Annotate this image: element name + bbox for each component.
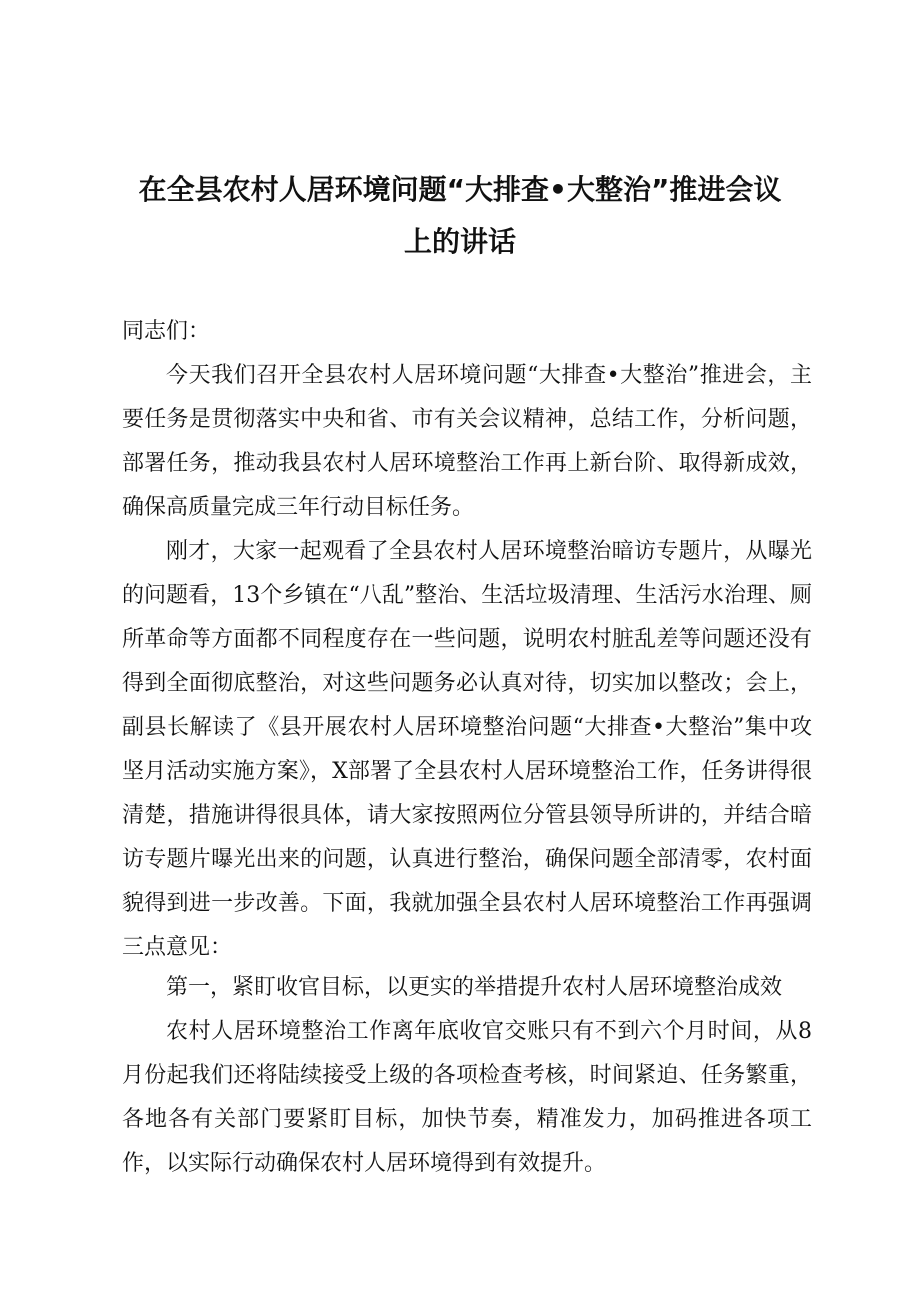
salutation: 同志们： [122,319,211,344]
paragraph-1: 今天我们召开全县农村人居环境问题“大排查•大整治”推进会，主要任务是贯彻落实中央和省、市有关会议精神，总结工作，分析问题，部署任务，推动我县农村人居环境整治工作再上新台阶、取得新成效，确保高质量完成三年行动目标任务。 [122,363,812,520]
document-title-line-1: 在全县农村人居环境问题“大排查•大整治”推进会议 [138,173,782,206]
paragraph-2: 刚才，大家一起观看了全县农村人居环境整治暗访专题片，从曝光的问题看，13个乡镇在“八乱”整治、生活垃圾清理、生活污水治理、厕所革命等方面都不同程度存在一些问题，说明农村脏乱差等问题还没有得到全面彻底整治，对这些问题务必认真对待，切实加以整改；会上，副县长解读了《县开展农村人居环境整治问题“大排查•大整治”集中攻坚月活动实施方案》，X部署了全县农村人居环境整治工作，任务讲得很清楚，措施讲得很具体，请大家按照两位分管县领导所讲的，并结合暗访专题片曝光出来的问题，认真进行整治，确保问题全部清零，农村面貌得到进一步改善。下面，我就加强全县农村人居环境整治工作再强调三点意见： [122,539,812,960]
paragraph-3: 农村人居环境整治工作离年底收官交账只有不到六个月时间，从8月份起我们还将陆续接受上级的各项检查考核，时间紧迫、任务繁重，各地各有关部门要紧盯目标，加快节奏，精准发力，加码推进各项工作，以实际行动确保农村人居环境得到有效提升。 [122,1019,812,1176]
document-title-line-2: 上的讲话 [403,225,516,258]
section-heading-1: 第一，紧盯收官目标，以更实的举措提升农村人居环境整治成效 [166,975,783,1000]
